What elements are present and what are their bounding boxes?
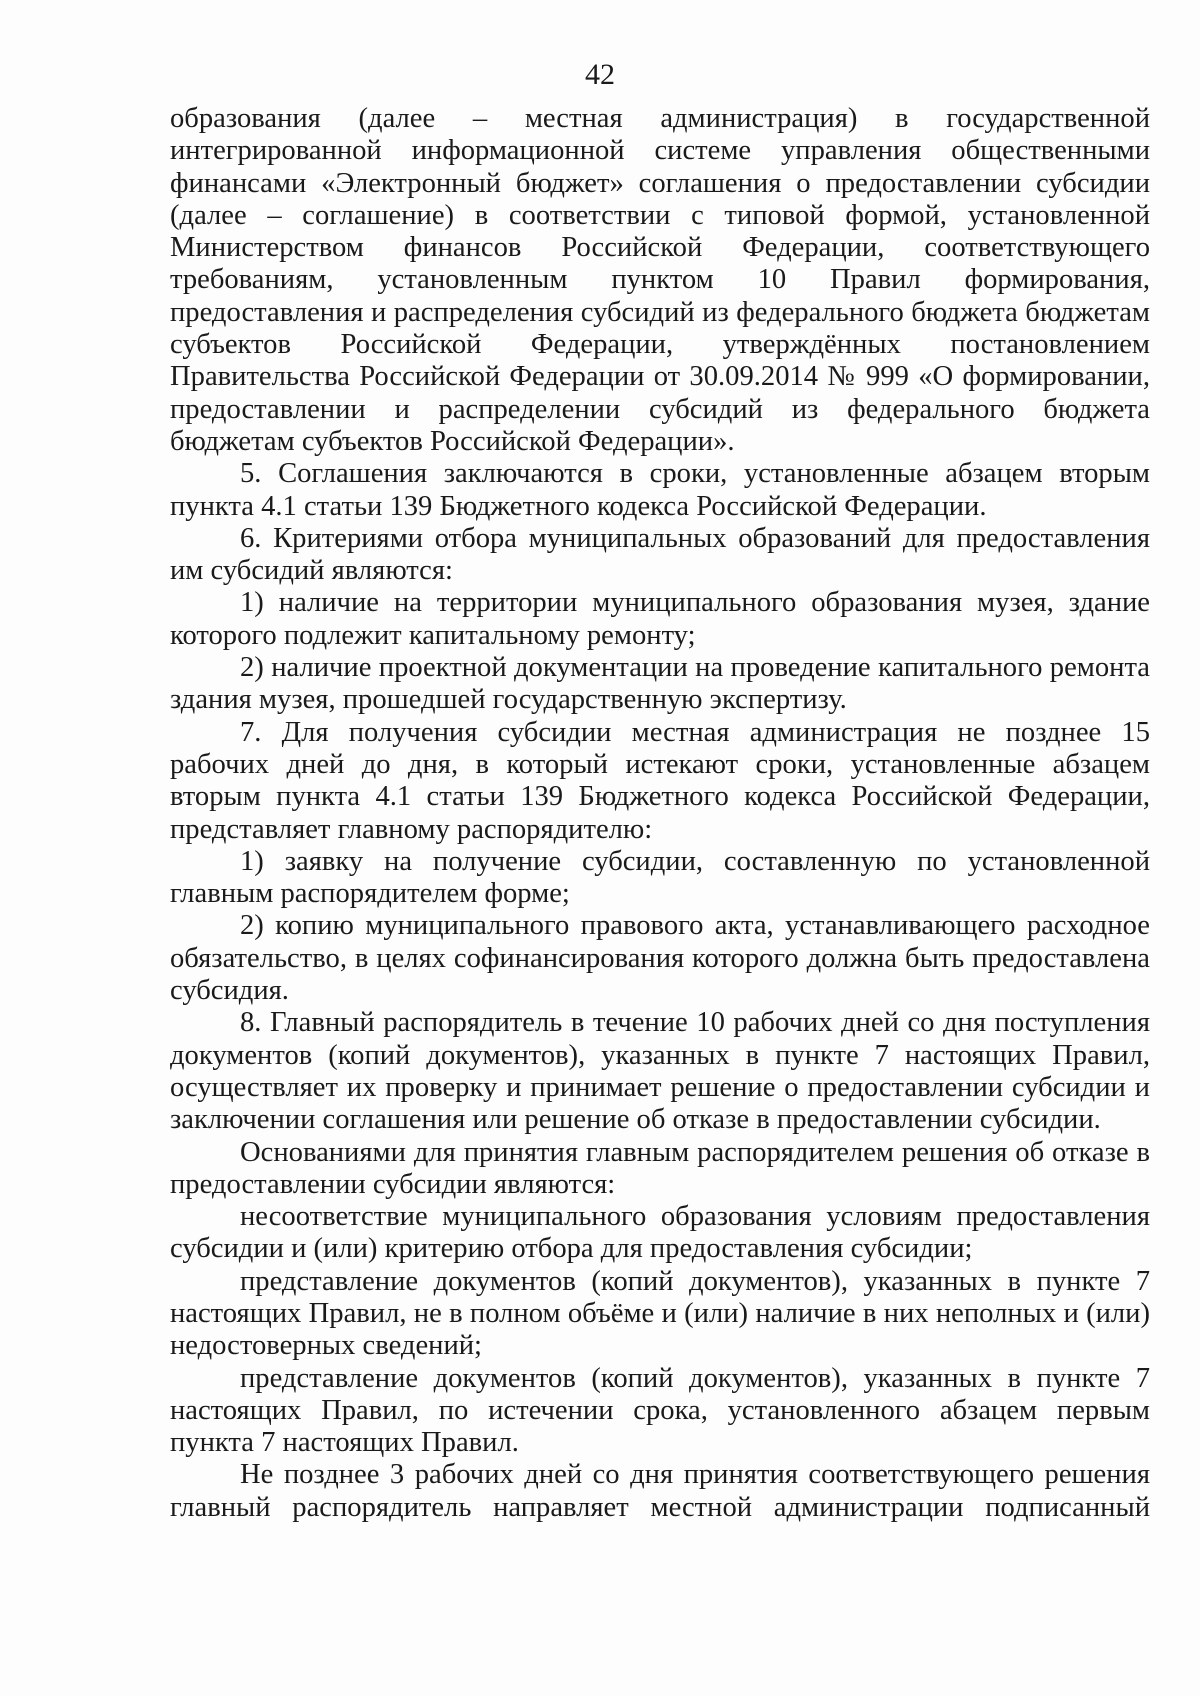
paragraph-item-5: 5. Соглашения заключаются в сроки, установленные абзацем вторым пункта 4.1 статьи 139 Бюджетного кодекса Российской Федерации. [170,458,1150,522]
paragraph-notification: Не позднее 3 рабочих дней со дня принятия соответствующего решения главный распорядитель направляет местной администрации подписанный [170,1459,1150,1523]
page-number: 42 [585,58,615,91]
document-body [170,103,1150,1524]
paragraph-continuation: образования (далее – местная администрация) в государственной интегрированной информационной системе управления общественными финансами «Электронный бюджет» соглашения о предоставлении субсидии (далее – соглашение) в соответствии с типовой формой, установленной Министерством финансов Российской Федерации, соответствующего требованиям, установленным пунктом 10 Правил формирования, предоставления и распределения субсидий из федерального бюджета бюджетам субъектов Российской Федерации, утверждённых постановлением Правительства Российской Федерации от 30.09.2014 № 999 «О формировании, предоставлении и распределении субсидий из федерального бюджета бюджетам субъектов Российской Федерации». [170,103,1150,457]
paragraph-refusal-ground-2: представление документов (копий документов), указанных в пункте 7 настоящих Правил, не в полном объёме и (или) наличие в них неполных и (или) недостоверных сведений; [170,1265,1150,1362]
paragraph-document-2: 2) копию муниципального правового акта, устанавливающего расходное обязательство, в целях софинансирования которого должна быть предоставлена субсидия. [170,910,1150,1007]
paragraph-item-7: 7. Для получения субсидии местная администрация не позднее 15 рабочих дней до дня, в который истекают сроки, установленные абзацем вторым пункта 4.1 статьи 139 Бюджетного кодекса Российской Федерации, представляет главному распорядителю: [170,716,1150,845]
paragraph-document-1: 1) заявку на получение субсидии, составленную по установленной главным распорядителем форме; [170,845,1150,910]
paragraph-refusal-ground-1: несоответствие муниципального образования условиям предоставления субсидии и (или) критерию отбора для предоставления субсидии; [170,1201,1150,1265]
paragraph-refusal-ground-3: представление документов (копий документов), указанных в пункте 7 настоящих Правил, по истечении срока, установленного абзацем первым пункта 7 настоящих Правил. [170,1362,1150,1459]
paragraph-criterion-1: 1) наличие на территории муниципального образования музея, здание которого подлежит капитальному ремонту; [170,587,1150,651]
paragraph-criterion-2: 2) наличие проектной документации на проведение капитального ремонта здания музея, прошедшей государственную экспертизу. [170,652,1150,716]
paragraph-item-6: 6. Критериями отбора муниципальных образований для предоставления им субсидий являются: [170,522,1150,587]
paragraph-item-8: 8. Главный распорядитель в течение 10 рабочих дней со дня поступления документов (копий документов), указанных в пункте 7 настоящих Правил, осуществляет их проверку и принимает решение о предоставлении субсидии и заключении соглашения или решение об отказе в предоставлении субсидии. [170,1007,1150,1136]
paragraph-refusal-grounds: Основаниями для принятия главным распорядителем решения об отказе в предоставлении субсидии являются: [170,1136,1150,1200]
